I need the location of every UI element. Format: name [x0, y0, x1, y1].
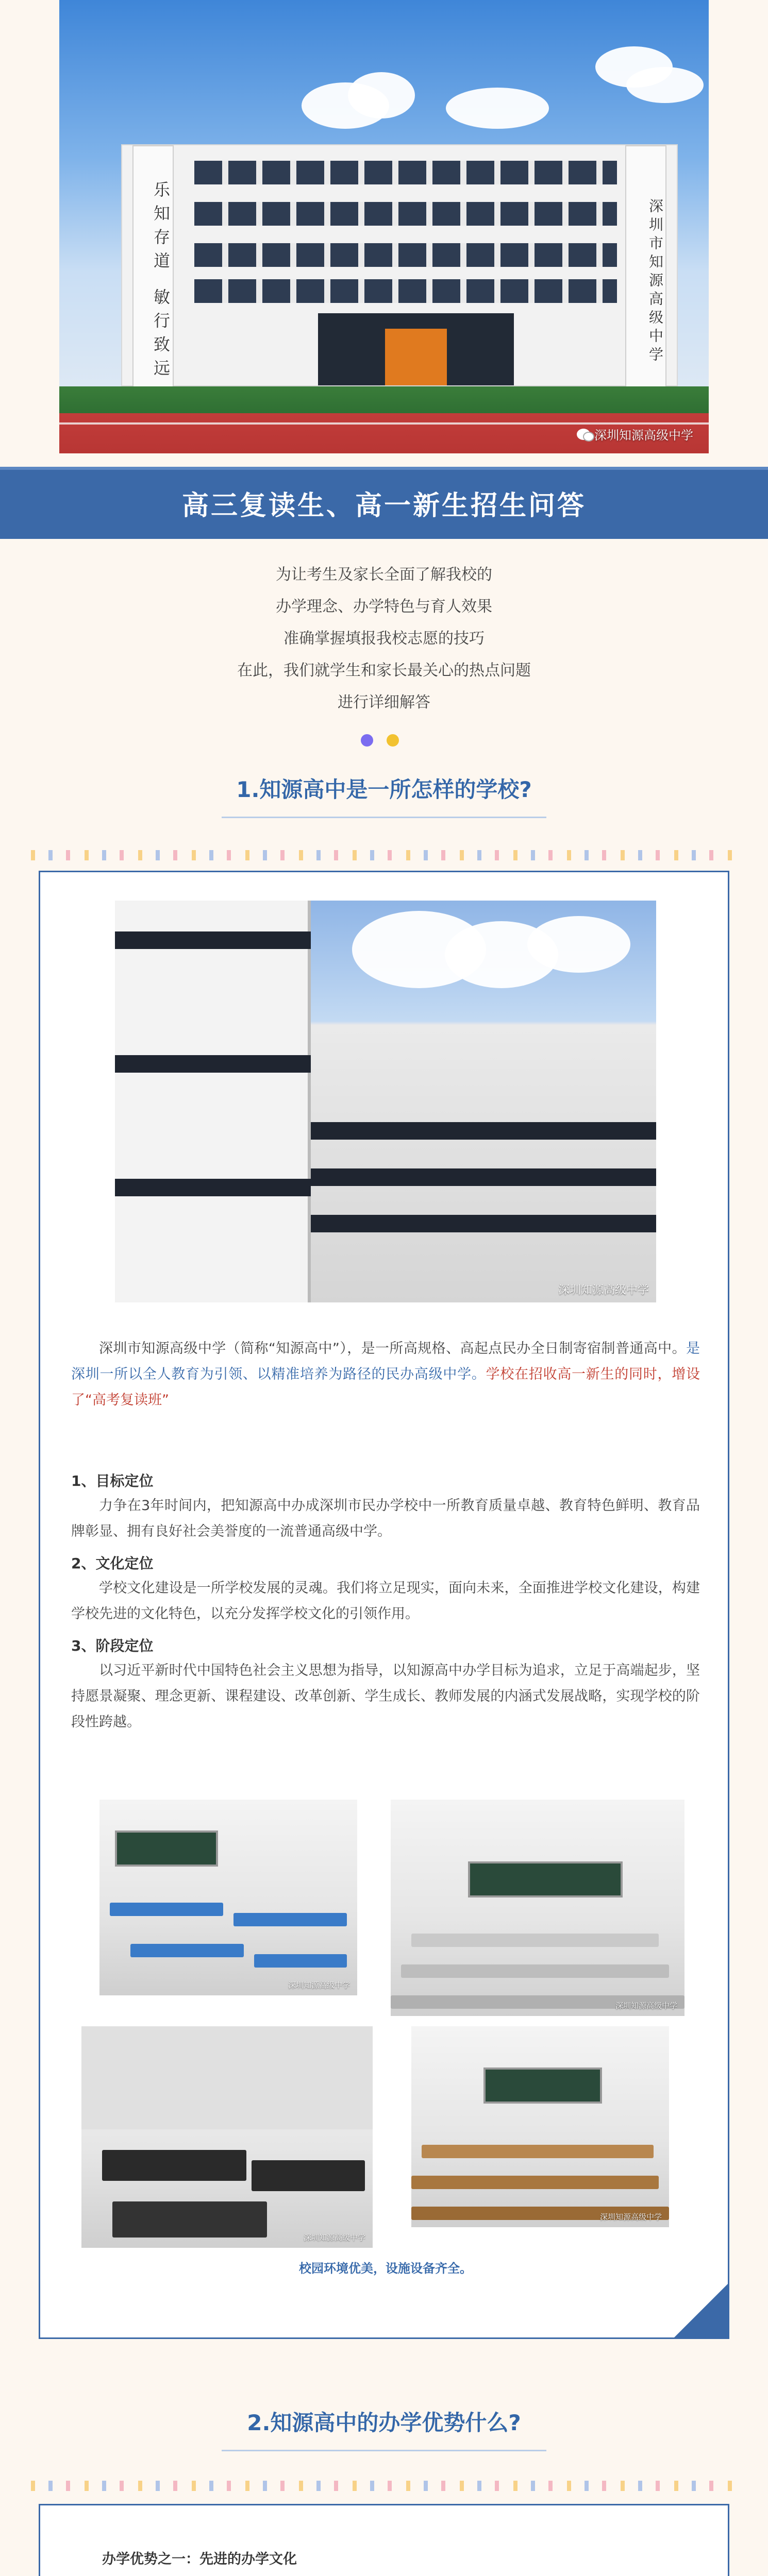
intro-part-b: 是深圳一所以全人教育为引领、以精准培养为路径的民办高级中学。	[71, 1341, 700, 1382]
dot-icon	[361, 734, 373, 747]
photo-watermark: 深圳知源高级中学	[558, 1284, 649, 1297]
hero-watermark	[577, 425, 693, 443]
gallery-watermark: 深圳知源高级中学	[599, 2212, 662, 2222]
wechat-icon	[577, 429, 590, 440]
section1-card	[39, 871, 729, 2339]
intro-line: 准确掌握填报我校志愿的技巧	[283, 630, 485, 648]
hero-photo	[59, 0, 709, 453]
intro-line: 办学理念、办学特色与育人效果	[276, 598, 492, 616]
intro-line: 在此，我们就学生和家长最关心的热点问题	[237, 662, 531, 680]
page-title: 高三复读生、高一新生招生问答	[181, 490, 586, 521]
school-building	[121, 144, 678, 386]
goal-heading: 1、目标定位	[71, 1472, 154, 1489]
hero-watermark-text: 深圳知源高级中学	[594, 428, 693, 443]
lab-photo	[81, 2026, 373, 2248]
dot-icon	[387, 734, 399, 747]
classroom-photo-1	[99, 1800, 357, 1995]
intro-part-a: 深圳市知源高级中学（简称“知源高中”），是一所高规格、高起点民办全日制寄宿制普通高中。	[99, 1341, 686, 1357]
gallery-caption: 校园环境优美，设施设备齐全。	[299, 2261, 472, 2276]
building-sign-left: 乐知存道 敏行致远	[132, 145, 174, 387]
section1-title: 1.知源高中是一所怎样的学校?	[0, 773, 768, 804]
culture-paragraph: 学校文化建设是一所学校发展的灵魂。我们将立足现实，面向未来，全面推进学校文化建设，构建学校先进的文化特色，以充分发挥学校文化的引领作用。	[71, 1580, 700, 1622]
goal-paragraph: 力争在3年时间内，把知源高中办成深圳市民办学校中一所教育质量卓越、教育特色鲜明、教育品牌彰显、拥有良好社会美誉度的一流普通高级中学。	[71, 1498, 700, 1539]
section2-title: 2.知源高中的办学优势什么?	[0, 2406, 768, 2437]
classroom-photo-2	[391, 1800, 684, 2016]
intro-text	[0, 559, 768, 719]
gallery-watermark: 深圳知源高级中学	[288, 1980, 350, 1990]
advantage1-title: 办学优势之一：先进的办学文化	[102, 2551, 297, 2567]
gallery-watermark: 深圳知源高级中学	[615, 2001, 677, 2010]
card-corner	[673, 2282, 729, 2339]
school-intro-paragraph	[71, 1336, 700, 1413]
intro-line: 进行详细解答	[338, 693, 430, 711]
sparkle-divider	[31, 850, 737, 860]
building-sign-right: 深圳市知源高级中学	[625, 145, 666, 387]
culture-heading: 2、文化定位	[71, 1555, 154, 1572]
section2-card	[39, 2504, 729, 2576]
running-track	[59, 386, 709, 453]
title-banner	[0, 467, 768, 539]
decorative-dots	[361, 734, 399, 747]
sparkle-divider	[31, 2481, 737, 2491]
intro-line: 为让考生及家长全面了解我校的	[276, 566, 492, 584]
stage-heading: 3、阶段定位	[71, 1637, 154, 1654]
stage-paragraph: 以习近平新时代中国特色社会主义思想为指导，以知源高中办学目标为追求，立足于高端起步，坚持愿景凝聚、理念更新、课程建设、改革创新、学生成长、教师发展的内涵式发展战略，实现学校的阶段性跨越。	[71, 1663, 700, 1730]
gallery-watermark: 深圳知源高级中学	[303, 2233, 365, 2242]
intro-part-c: 学校在招收高一新生的同时，增设了“高考复读班”	[71, 1366, 700, 1408]
building-photo	[115, 901, 656, 1302]
classroom-photo-3	[411, 2026, 669, 2227]
